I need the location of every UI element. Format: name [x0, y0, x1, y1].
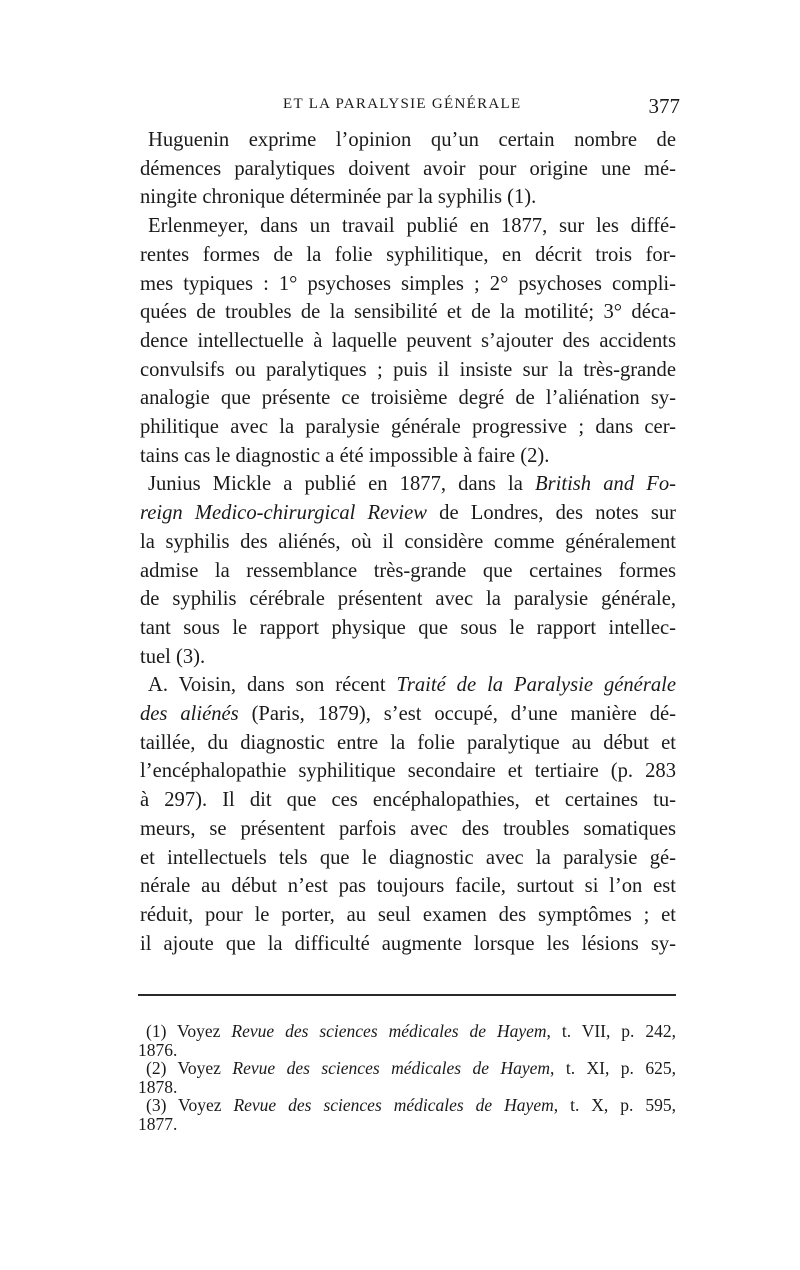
text-line: Erlenmeyer, dans un travail publié en 1877, sur les diffé-: [148, 215, 676, 238]
footnote-divider: [138, 994, 676, 996]
text-line: reign Medico-chirurgical Review de Londres, des notes sur: [140, 502, 676, 525]
footnote-3: [138, 1096, 676, 1133]
text-line: quées de troubles de la sensibilité et de la motilité; 3° déca-: [140, 301, 676, 324]
footnote-text: (1) Voyez Revue des sciences médicales de Hayem, t. VII, p. 242,: [146, 1021, 676, 1041]
text-line: taillée, du diagnostic entre la folie paralytique au début et: [140, 731, 676, 754]
text-line: A. Voisin, dans son récent Traité de la Paralysie générale: [148, 674, 676, 697]
text-line: et intellectuels tels que le diagnostic avec la paralysie gé-: [140, 846, 676, 869]
text-line: démences paralytiques doivent avoir pour origine une mé-: [140, 157, 676, 180]
text-line: convulsifs ou paralytiques ; puis il insiste sur la très-grande: [140, 358, 676, 381]
footnote-year: 1878.: [138, 1076, 178, 1097]
footnote-text: (3) Voyez Revue des sciences médicales de Hayem, t. X, p. 595,: [146, 1095, 676, 1116]
footnote-1: [138, 1022, 676, 1059]
text-line: l’encéphalopathie syphilitique secondaire et tertiaire (p. 283: [140, 760, 676, 783]
body-text: [138, 126, 676, 958]
text-line: la syphilis des aliénés, où il considère comme généralement: [140, 530, 676, 553]
text-line: de syphilis cérébrale présentent avec la paralysie générale,: [140, 588, 676, 611]
footnote-text: (2) Voyez Revue des sciences médicales de Hayem, t. XI, p. 625,: [146, 1058, 676, 1079]
text-line: analogie que présente ce troisième degré de l’aliénation sy-: [140, 387, 676, 410]
text-line: tant sous le rapport physique que sous le rapport intellec-: [140, 616, 676, 639]
text-line: à 297). Il dit que ces encéphalopathies, et certaines tu-: [140, 789, 676, 812]
text-line: tuel (3).: [140, 645, 206, 668]
text-line: ningite chronique déterminée par la syphilis (1).: [140, 186, 537, 209]
footnote-year: 1877.: [138, 1113, 178, 1134]
text-line: nérale au début n’est pas toujours facile, surtout si l’on est: [140, 875, 676, 898]
text-line: Junius Mickle a publié en 1877, dans la British and Fo-: [148, 473, 676, 496]
footnote-year: 1876.: [138, 1039, 178, 1060]
footnotes: [138, 1022, 676, 1134]
text-line: il ajoute que la difficulté augmente lorsque les lésions sy-: [140, 932, 676, 955]
footnote-2: [138, 1059, 676, 1096]
page-number: 377: [648, 94, 680, 118]
paragraph-huguenin: [138, 126, 676, 212]
text-line: mes typiques : 1° psychoses simples ; 2° psychoses compli-: [140, 272, 676, 295]
paragraph-voisin: [138, 671, 676, 958]
text-line: tains cas le diagnostic a été impossible à faire (2).: [140, 444, 550, 467]
text-line: dence intellectuelle à laquelle peuvent s’ajouter des accidents: [140, 329, 676, 352]
running-title: ET LA PARALYSIE GÉNÉRALE: [283, 96, 522, 112]
text-line: des aliénés (Paris, 1879), s’est occupé, d’une manière dé-: [140, 703, 676, 726]
text-line: philitique avec la paralysie générale progressive ; dans cer-: [140, 416, 676, 439]
paragraph-erlenmeyer: [138, 212, 676, 470]
page-header: [140, 94, 680, 120]
text-line: meurs, se présentent parfois avec des troubles somatiques: [140, 817, 676, 840]
paragraph-mickle: [138, 470, 676, 671]
text-line: réduit, pour le porter, au seul examen des symptômes ; et: [140, 903, 676, 926]
text-line: Huguenin exprime l’opinion qu’un certain nombre de: [148, 129, 676, 151]
text-line: rentes formes de la folie syphilitique, en décrit trois for-: [140, 243, 676, 266]
text-line: admise la ressemblance très-grande que certaines formes: [140, 559, 676, 582]
